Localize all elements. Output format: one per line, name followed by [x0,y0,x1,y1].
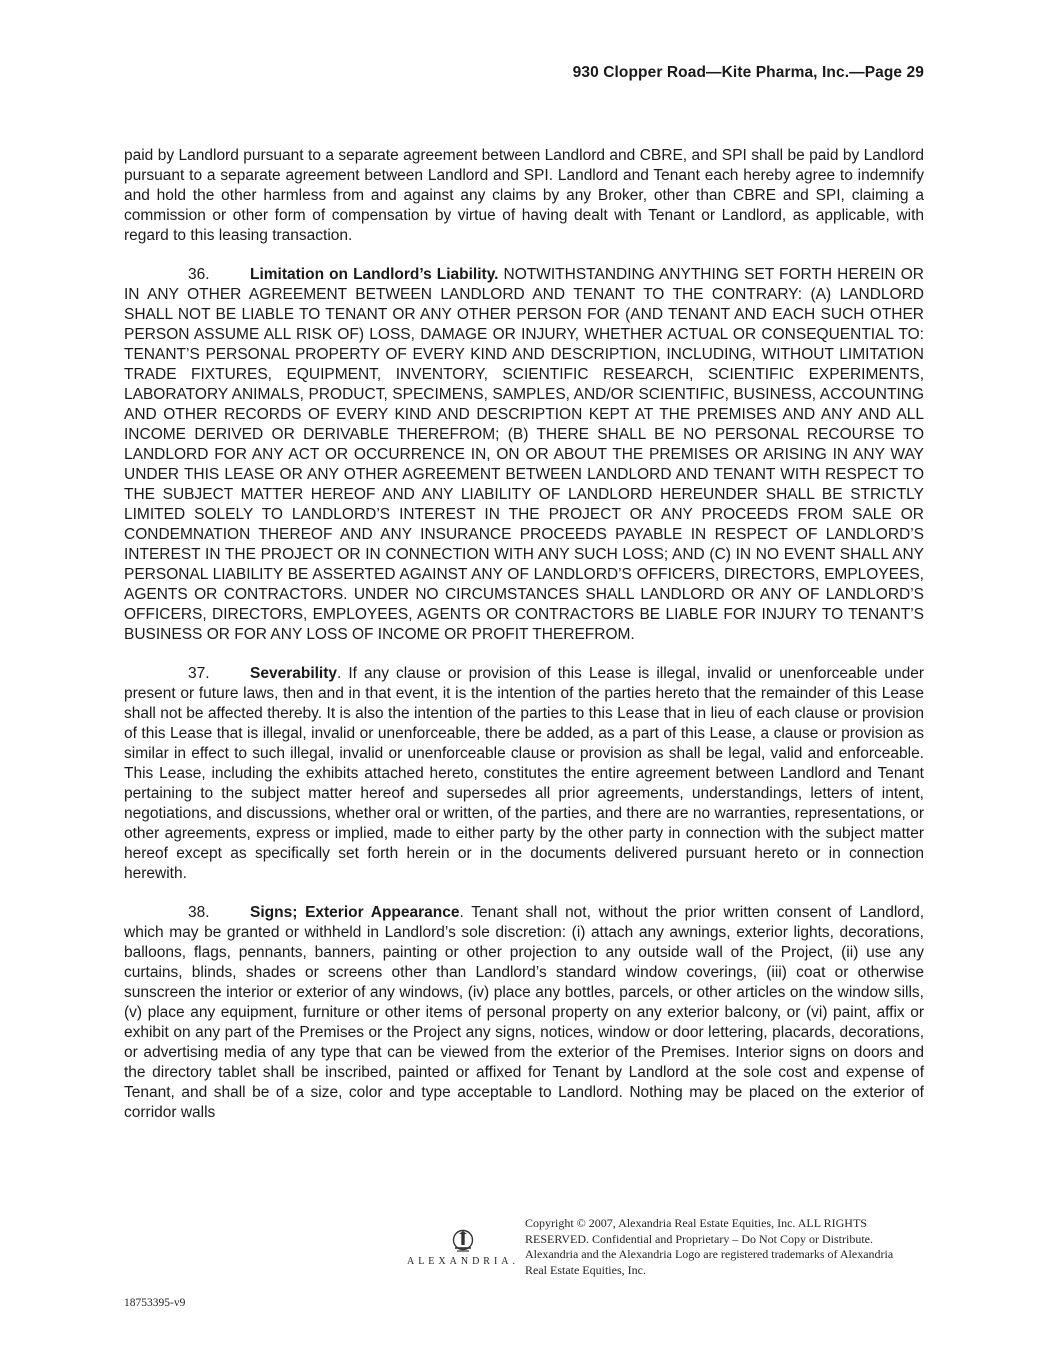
alexandria-lighthouse-logo-icon [452,1228,474,1254]
copyright-notice: Copyright © 2007, Alexandria Real Estate Equities, Inc. ALL RIGHTS RESERVED. Confidential and Proprietary – Do Not Copy or Distribute. Alexandria and the Alexandria Logo are registered trademarks of Alexandria Real Estate Equities, Inc. [525,1216,894,1277]
section-number: 38. [188,904,210,921]
section-number: 37. [188,665,210,682]
section-37 [124,664,924,884]
section-36 [124,265,924,645]
section-heading: Severability [250,665,338,682]
alexandria-logo [404,1228,522,1267]
section-text: NOTWITHSTANDING ANYTHING SET FORTH HEREIN OR IN ANY OTHER AGREEMENT BETWEEN LANDLORD AND TENANT TO THE CONTRARY: (A) LANDLORD SHALL NOT BE LIABLE TO TENANT OR ANY OTHER PERSON FOR (AND TENANT AND EACH SUCH OTHER PERSON ASSUME ALL RISK OF) LOSS, DAMAGE OR INJURY, WHETHER ACTUAL OR CONSEQUENTIAL TO: TENANT’S PERSONAL PROPERTY OF EVERY KIND AND DESCRIPTION, INCLUDING, WITHOUT LIMITATION TRADE FIXTURES, EQUIPMENT, INVENTORY, SCIENTIFIC RESEARCH, SCIENTIFIC EXPERIMENTS, LABORATORY ANIMALS, PRODUCT, SPECIMENS, SAMPLES, AND/OR SCIENTIFIC, BUSINESS, ACCOUNTING AND OTHER RECORDS OF EVERY KIND AND DESCRIPTION KEPT AT THE PREMISES AND ANY AND ALL INCOME DERIVED OR DERIVABLE THEREFROM; (B) THERE SHALL BE NO PERSONAL RECOURSE TO LANDLORD FOR ANY ACT OR OCCURRENCE IN, ON OR ABOUT THE PREMISES OR ARISING IN ANY WAY UNDER THIS LEASE OR ANY OTHER AGREEMENT BETWEEN LANDLORD AND TENANT WITH RESPECT TO THE SUBJECT MATTER HEREOF AND ANY LIABILITY OF LANDLORD HEREUNDER SHALL BE STRICTLY LIMITED SOLELY TO LANDLORD’S INTEREST IN THE PROJECT OR ANY PROCEEDS FROM SALE OR CONDEMNATION THEREOF AND ANY INSURANCE PROCEEDS PAYABLE IN RESPECT OF LANDLORD’S INTEREST IN THE PROJECT OR IN CONNECTION WITH ANY SUCH LOSS; AND (C) IN NO EVENT SHALL ANY PERSONAL LIABILITY BE ASSERTED AGAINST ANY OF LANDLORD’S OFFICERS, DIRECTORS, EMPLOYEES, AGENTS OR CONTRACTORS. UNDER NO CIRCUMSTANCES SHALL LANDLORD OR ANY OF LANDLORD’S OFFICERS, DIRECTORS, EMPLOYEES, AGENTS OR CONTRACTORS BE LIABLE FOR INJURY TO TENANT’S BUSINESS OR FOR ANY LOSS OF INCOME OR PROFIT THEREFROM. [124,266,924,643]
section-text: . Tenant shall not, without the prior written consent of Landlord, which may be granted or withheld in Landlord’s sole discretion: (i) attach any awnings, exterior lights, decorations, balloons, flags, pennants, banners, painting or other projection to any outside wall of the Project, (ii) use any curtains, blinds, shades or screens other than Landlord’s standard window coverings, (iii) coat or otherwise sunscreen the interior or exterior of any windows, (iv) place any bottles, parcels, or other articles on the window sills, (v) place any equipment, furniture or other items of personal property on any exterior balcony, or (vi) paint, affix or exhibit on any part of the Premises or the Project any signs, notices, window or door lettering, placards, decorations, or advertising media of any type that can be viewed from the exterior of the Premises. Interior signs on doors and the directory tablet shall be inscribed, painted or affixed for Tenant by Landlord at the sole cost and expense of Tenant, and shall be of a size, color and type acceptable to Landlord. Nothing may be placed on the exterior of corridor walls [124,904,925,1121]
footer-copyright-block [404,1216,904,1286]
page-header: 930 Clopper Road—Kite Pharma, Inc.—Page 29 [572,64,924,81]
section-text: . If any clause or provision of this Lease is illegal, invalid or unenforceable under present or future laws, then and in that event, it is the intention of the parties hereto that the remainder of this Lease shall not be affected thereby. It is also the intention of the parties to this Lease that in lieu of each clause or provision of this Lease that is illegal, invalid or unenforceable, there be added, as a part of this Lease, a clause or provision as similar in effect to such illegal, invalid or unenforceable clause or provision as shall be legal, valid and enforceable. This Lease, including the exhibits attached hereto, constitutes the entire agreement between Landlord and Tenant pertaining to the subject matter hereof and supersedes all prior agreements, understandings, letters of intent, negotiations, and discussions, whether oral or written, of the parties, and there are no warranties, representations, or other agreements, express or implied, made to either party by the other party in connection with the subject matter hereof except as specifically set forth herein or in the documents delivered pursuant hereto or in connection herewith. [124,665,924,882]
logo-wordmark: ALEXANDRIA. [406,1256,520,1267]
section-heading: Limitation on Landlord’s Liability. [250,266,499,283]
paragraph-text: paid by Landlord pursuant to a separate agreement between Landlord and CBRE, and SPI shall be paid by Landlord pursuant to a separate agreement between Landlord and SPI. Landlord and Tenant each hereby agree to indemnify and hold the other harmless from and against any claims by any Broker, other than CBRE and SPI, claiming a commission or other form of compensation by virtue of having dealt with Tenant or Landlord, as applicable, with regard to this leasing transaction. [124,147,924,244]
section-number: 36. [188,266,210,283]
section-38 [124,903,924,1123]
lease-body [124,146,924,1142]
document-id: 18753395-v9 [124,1297,186,1309]
section-heading: Signs; Exterior Appearance [250,904,460,921]
paragraph-continuation [124,146,924,246]
